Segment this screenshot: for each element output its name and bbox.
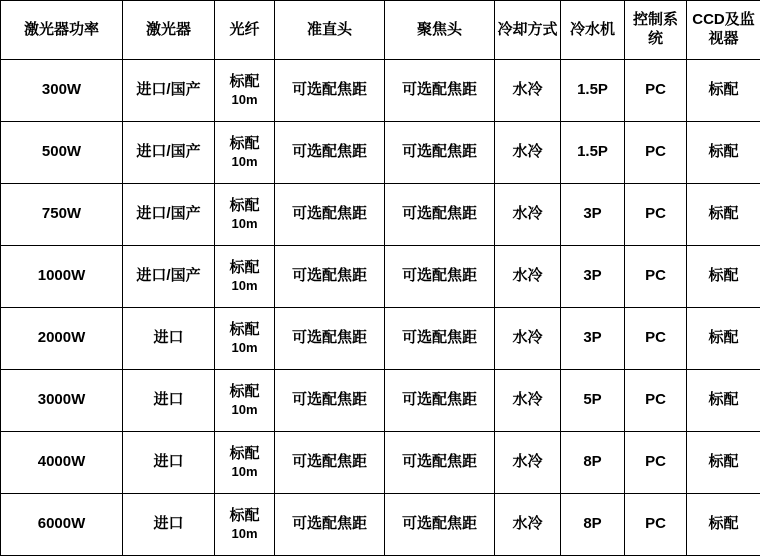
cell-chiller: 8P xyxy=(561,494,625,556)
cell-fiber-spec: 标配 xyxy=(229,197,259,214)
cell-laser: 进口 xyxy=(123,370,215,432)
column-header-chiller: 冷水机 xyxy=(561,1,625,60)
cell-collimator: 可选配焦距 xyxy=(275,184,385,246)
column-header-collimator: 准直头 xyxy=(275,1,385,60)
cell-collimator: 可选配焦距 xyxy=(275,494,385,556)
cell-focus-head: 可选配焦距 xyxy=(385,184,495,246)
table-row xyxy=(1,60,760,122)
cell-cooling: 水冷 xyxy=(495,184,561,246)
cell-power: 3000W xyxy=(1,370,123,432)
cell-power: 2000W xyxy=(1,308,123,370)
cell-fiber xyxy=(215,308,275,370)
cell-fiber xyxy=(215,60,275,122)
cell-focus-head: 可选配焦距 xyxy=(385,494,495,556)
cell-power: 500W xyxy=(1,122,123,184)
cell-fiber xyxy=(215,246,275,308)
table-row xyxy=(1,370,760,432)
table-header xyxy=(1,1,760,60)
cell-collimator: 可选配焦距 xyxy=(275,432,385,494)
table-row xyxy=(1,184,760,246)
cell-fiber-spec: 标配 xyxy=(229,73,259,90)
cell-fiber-length: 10m xyxy=(216,340,273,356)
cell-control-system: PC xyxy=(625,494,687,556)
cell-cooling: 水冷 xyxy=(495,60,561,122)
cell-collimator: 可选配焦距 xyxy=(275,60,385,122)
cell-power: 6000W xyxy=(1,494,123,556)
cell-chiller: 5P xyxy=(561,370,625,432)
cell-control-system: PC xyxy=(625,370,687,432)
cell-fiber-spec: 标配 xyxy=(229,321,259,338)
cell-ccd-monitor: 标配 xyxy=(687,494,760,556)
cell-fiber-length: 10m xyxy=(216,526,273,542)
cell-fiber-spec: 标配 xyxy=(229,383,259,400)
cell-chiller: 8P xyxy=(561,432,625,494)
cell-collimator: 可选配焦距 xyxy=(275,246,385,308)
cell-chiller: 1.5P xyxy=(561,122,625,184)
cell-ccd-monitor: 标配 xyxy=(687,184,760,246)
column-header-control-system: 控制系统 xyxy=(625,1,687,60)
cell-power: 300W xyxy=(1,60,123,122)
cell-laser: 进口 xyxy=(123,494,215,556)
cell-focus-head: 可选配焦距 xyxy=(385,432,495,494)
cell-control-system: PC xyxy=(625,432,687,494)
cell-ccd-monitor: 标配 xyxy=(687,122,760,184)
cell-focus-head: 可选配焦距 xyxy=(385,308,495,370)
cell-laser: 进口/国产 xyxy=(123,122,215,184)
cell-fiber xyxy=(215,122,275,184)
column-header-fiber: 光纤 xyxy=(215,1,275,60)
cell-collimator: 可选配焦距 xyxy=(275,370,385,432)
cell-ccd-monitor: 标配 xyxy=(687,370,760,432)
cell-laser: 进口 xyxy=(123,308,215,370)
cell-fiber-length: 10m xyxy=(216,278,273,294)
cell-fiber xyxy=(215,432,275,494)
cell-power: 4000W xyxy=(1,432,123,494)
cell-cooling: 水冷 xyxy=(495,246,561,308)
cell-ccd-monitor: 标配 xyxy=(687,308,760,370)
cell-laser: 进口/国产 xyxy=(123,184,215,246)
cell-fiber-spec: 标配 xyxy=(229,135,259,152)
cell-control-system: PC xyxy=(625,184,687,246)
cell-collimator: 可选配焦距 xyxy=(275,308,385,370)
cell-ccd-monitor: 标配 xyxy=(687,432,760,494)
cell-focus-head: 可选配焦距 xyxy=(385,60,495,122)
cell-fiber-length: 10m xyxy=(216,402,273,418)
cell-power: 1000W xyxy=(1,246,123,308)
table-row xyxy=(1,246,760,308)
cell-control-system: PC xyxy=(625,60,687,122)
cell-chiller: 1.5P xyxy=(561,60,625,122)
table-row xyxy=(1,494,760,556)
cell-fiber-spec: 标配 xyxy=(229,259,259,276)
cell-fiber-length: 10m xyxy=(216,92,273,108)
cell-focus-head: 可选配焦距 xyxy=(385,122,495,184)
cell-cooling: 水冷 xyxy=(495,494,561,556)
column-header-cooling: 冷却方式 xyxy=(495,1,561,60)
cell-fiber-spec: 标配 xyxy=(229,445,259,462)
cell-fiber-length: 10m xyxy=(216,154,273,170)
cell-laser: 进口/国产 xyxy=(123,60,215,122)
cell-cooling: 水冷 xyxy=(495,432,561,494)
table-header-row xyxy=(1,1,760,60)
cell-chiller: 3P xyxy=(561,246,625,308)
cell-ccd-monitor: 标配 xyxy=(687,246,760,308)
cell-focus-head: 可选配焦距 xyxy=(385,246,495,308)
cell-fiber-length: 10m xyxy=(216,216,273,232)
column-header-laser: 激光器 xyxy=(123,1,215,60)
cell-laser: 进口 xyxy=(123,432,215,494)
cell-control-system: PC xyxy=(625,122,687,184)
table-row xyxy=(1,308,760,370)
column-header-ccd-monitor: CCD及监视器 xyxy=(687,1,760,60)
cell-ccd-monitor: 标配 xyxy=(687,60,760,122)
table-row xyxy=(1,122,760,184)
cell-control-system: PC xyxy=(625,246,687,308)
column-header-power: 激光器功率 xyxy=(1,1,123,60)
cell-chiller: 3P xyxy=(561,308,625,370)
cell-cooling: 水冷 xyxy=(495,370,561,432)
cell-cooling: 水冷 xyxy=(495,122,561,184)
cell-control-system: PC xyxy=(625,308,687,370)
table-row xyxy=(1,432,760,494)
column-header-focus-head: 聚焦头 xyxy=(385,1,495,60)
cell-fiber xyxy=(215,494,275,556)
cell-laser: 进口/国产 xyxy=(123,246,215,308)
cell-power: 750W xyxy=(1,184,123,246)
cell-fiber-spec: 标配 xyxy=(229,507,259,524)
cell-fiber-length: 10m xyxy=(216,464,273,480)
table-body xyxy=(1,60,760,556)
cell-fiber xyxy=(215,370,275,432)
cell-chiller: 3P xyxy=(561,184,625,246)
cell-cooling: 水冷 xyxy=(495,308,561,370)
cell-focus-head: 可选配焦距 xyxy=(385,370,495,432)
cell-fiber xyxy=(215,184,275,246)
cell-collimator: 可选配焦距 xyxy=(275,122,385,184)
